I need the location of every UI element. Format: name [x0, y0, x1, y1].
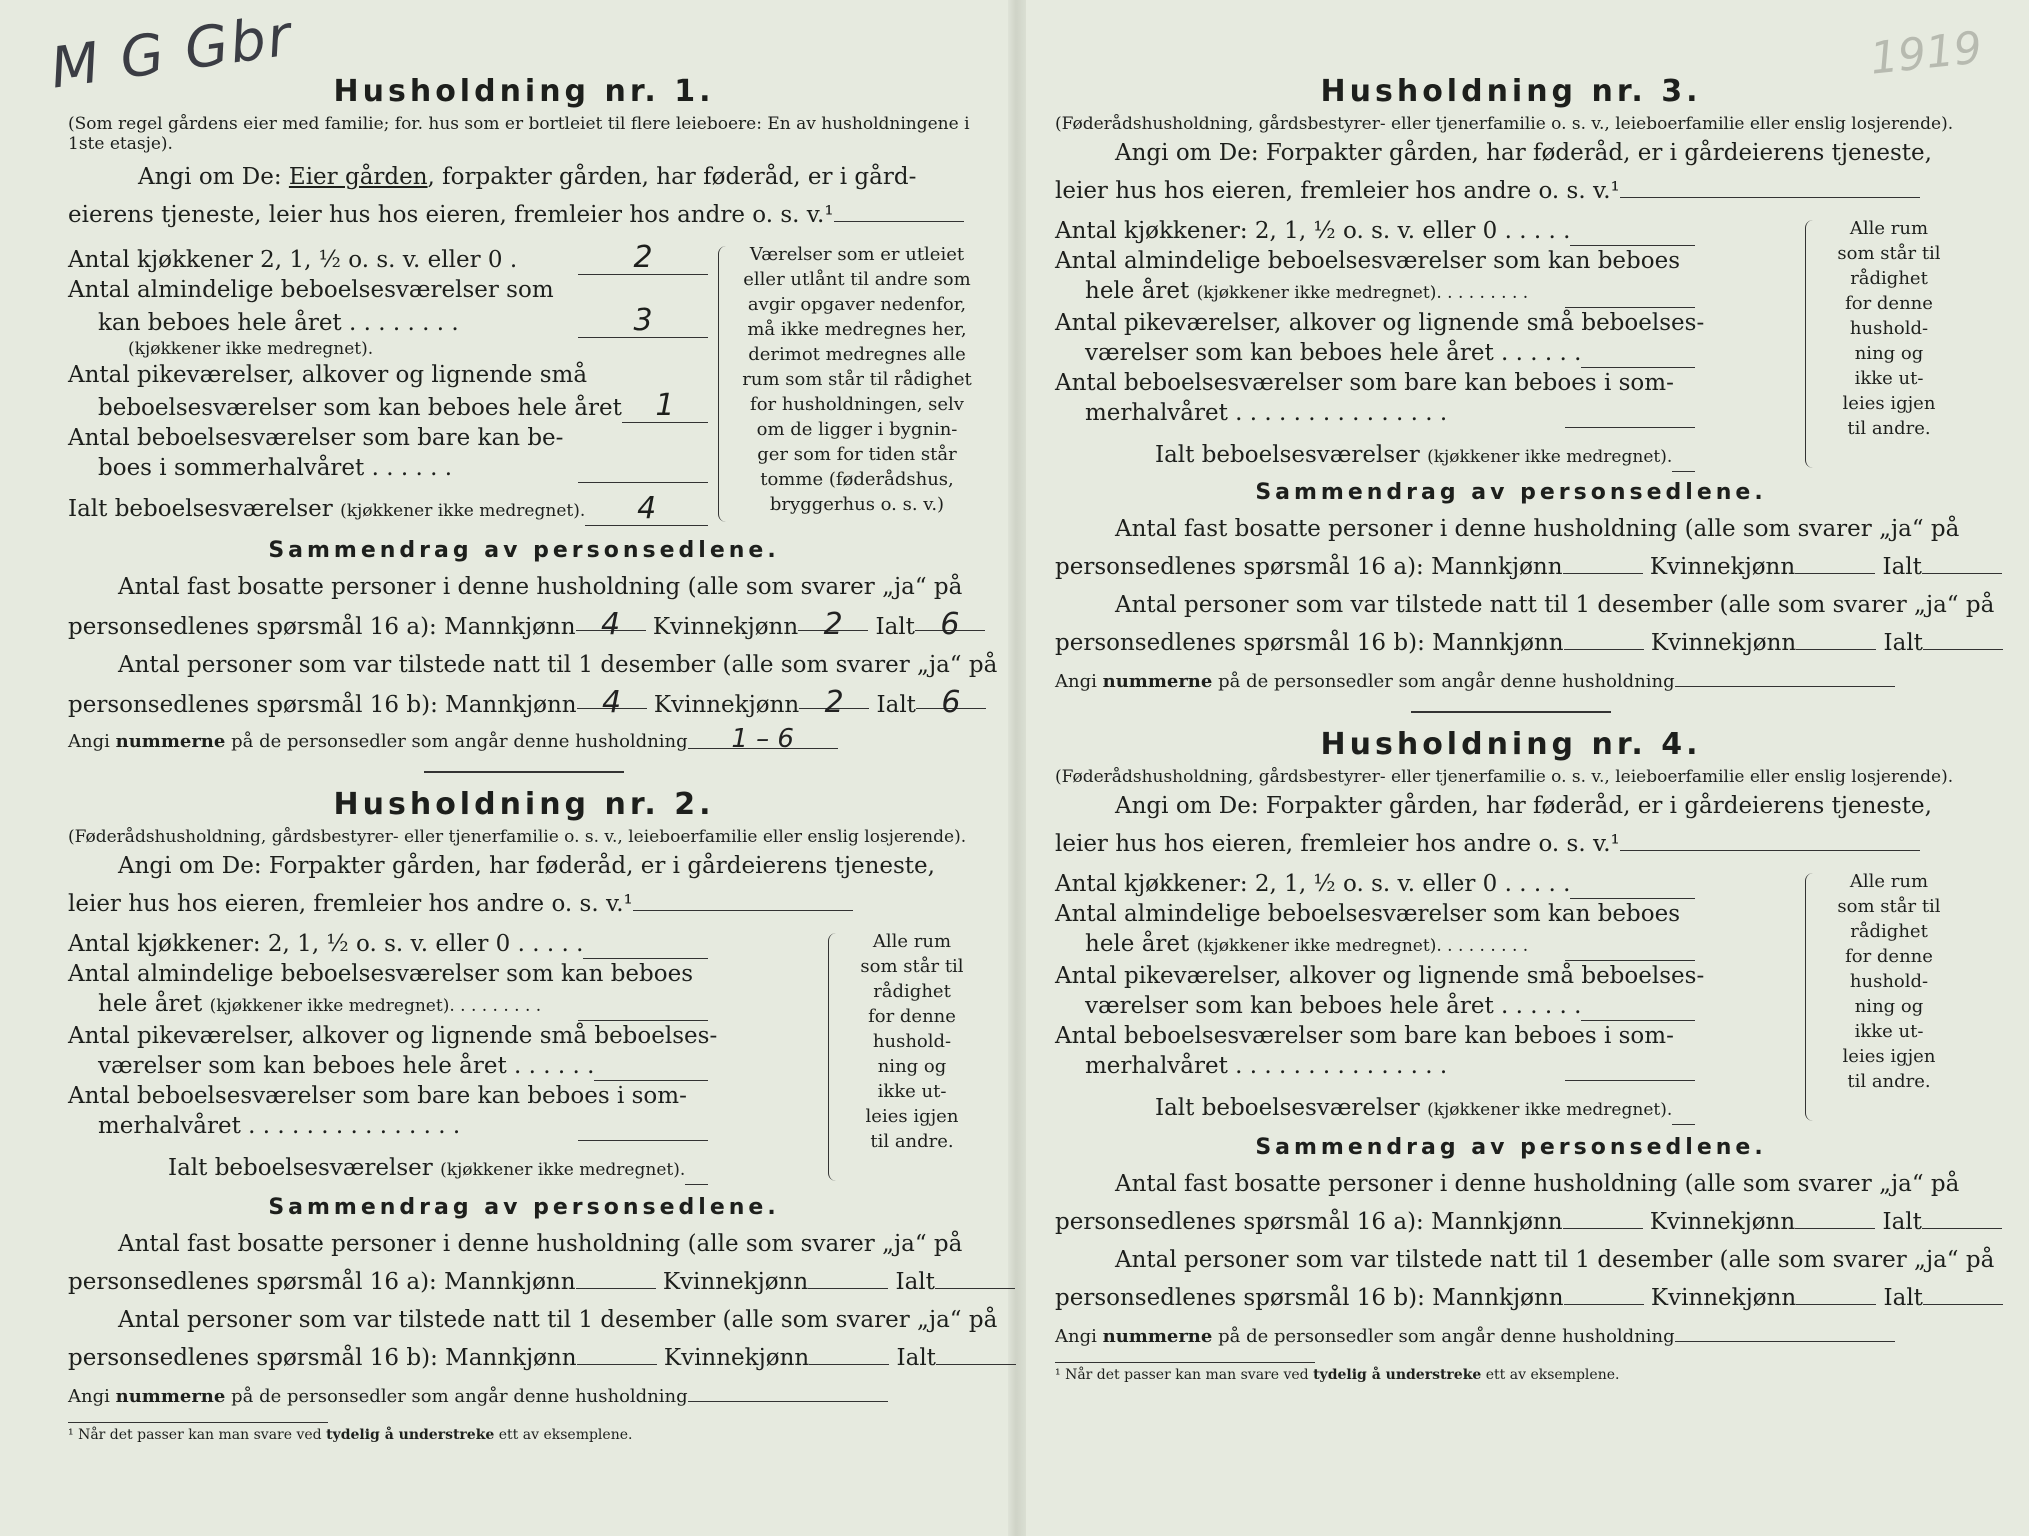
household-4-fast-mann[interactable]: [1563, 1204, 1643, 1229]
household-4-nummer-value[interactable]: [1675, 1317, 1895, 1342]
household-1-tilstede-kvinne[interactable]: 2: [799, 684, 869, 709]
household-2-title: Husholdning nr. 2.: [333, 787, 715, 822]
household-1-side-note: Værelser som er utleiet eller utlånt til andre som avgir opgaver nedenfor, må ikke medregnes her, derimot medregnes alle rum som står til rådighet for husholdningen, selv om de ligger i bygnin- ger som for tiden står tomme (føderådshus, bryggerhus o. s. v.): [718, 242, 972, 526]
household-1-fast-ialt[interactable]: 6: [915, 606, 985, 631]
brace-icon: [1805, 873, 1818, 1121]
household-1-total-row: Ialt beboelsesværelser (kjøkkener ikke medregnet). 4: [68, 493, 708, 526]
household-4-total-value[interactable]: [1672, 1124, 1695, 1125]
household-3-nummer-value[interactable]: [1675, 662, 1895, 687]
household-1-kitchens-value[interactable]: 2: [578, 242, 708, 275]
household-4-note: (Føderådshusholdning, gårdsbestyrer- eller tjenerfamilie o. s. v., leieboerfamilie eller enslig losjerende).: [1055, 767, 1954, 787]
household-3-tilstede-kvinne[interactable]: [1796, 625, 1876, 650]
household-4-title: Husholdning nr. 4.: [1320, 727, 1702, 762]
household-4-tilstede-mann[interactable]: [1564, 1280, 1644, 1305]
household-3-nummer-row: Angi nummerne på de personsedler som angår denne husholdning: [1055, 662, 1967, 697]
household-3-angi-line2: leier hus hos eieren, fremleier hos andre o. s. v.¹: [1055, 172, 1967, 210]
household-1-tilstede-row: personsedlenes spørsmål 16 b): Mannkjønn 4 Kvinnekjønn 2 Ialt 6: [68, 684, 980, 724]
household-4-side-note: Alle rum som står til rådighet for denne hushold- ning og ikke ut- leies igjen til andre.: [1805, 869, 1949, 1125]
household-3-fast-mann[interactable]: [1563, 549, 1643, 574]
household-2: Husholdning nr. 2. (Føderådshusholdning, gårdsbestyrer- eller tjenerfamilie o. s. v., leieboerfamilie eller enslig losjerende). Angi om De: Forpakter gården, har føderåd, er i gårdeierens tjeneste, leier hus hos eieren, fremleier hos andre o. s. v.¹ Antal kjøkkener: 2, 1, ½ o. s. v. eller 0 . . . . . Antal almindelige beboelsesværelser som kan beboes hele året (kjøkkener ikke medregnet). . . . . . . . . Antal pikeværelser, alkover og lignende små beboelses- værelser som kan beboes hele året . . . . . . Antal beboelsesværelser som bare kan beboes i som- merhalvåret . . . . . . . . . . . . . . . Ialt beboelsesværelser (kjøkkener ikke medregnet). Alle rum som står til rådighet for denne hushold- ning og ikke ut- leies igjen til andre. Sammendrag av personsedlene. Antal fast bosatte personer i denne husholdning (alle som svarer „ja“ på personsedlenes spørsmål 16 a): Mannkjønn Kvinnekjønn Ialt Antal personer som var tilstede natt til 1 desember (alle som svarer „ja“ på personsedlenes spørsmål 16 b): Mannkjønn Kvinnekjønn Ialt Angi nummerne på de personsedler som angår denne husholdning ¹ Når det passer kan man svare ved tydelig å understreke ett av eksemplene.: [68, 783, 980, 1443]
household-4-tilstede-ialt[interactable]: [1923, 1280, 2003, 1305]
section-divider: [1411, 711, 1611, 713]
household-1-title: Husholdning nr. 1.: [333, 74, 715, 109]
household-2-summary-title: Sammendrag av personsedlene.: [268, 1195, 780, 1220]
household-4: Husholdning nr. 4. (Føderådshusholdning, gårdsbestyrer- eller tjenerfamilie o. s. v., leieboerfamilie eller enslig losjerende). Angi om De: Forpakter gården, har føderåd, er i gårdeierens tjeneste, leier hus hos eieren, fremleier hos andre o. s. v.¹ Antal kjøkkener: 2, 1, ½ o. s. v. eller 0 . . . . . Antal almindelige beboelsesværelser som kan beboes hele året (kjøkkener ikke medregnet). . . . . . . . . Antal pikeværelser, alkover og lignende små beboelses- værelser som kan beboes hele året . . . . . . Antal beboelsesværelser som bare kan beboes i som- merhalvåret . . . . . . . . . . . . . . . Ialt beboelsesværelser (kjøkkener ikke medregnet). Alle rum som står til rådighet for denne hushold- ning og ikke ut- leies igjen til andre. Sammendrag av personsedlene. Antal fast bosatte personer i denne husholdning (alle som svarer „ja“ på personsedlenes spørsmål 16 a): Mannkjønn Kvinnekjønn Ialt Antal personer som var tilstede natt til 1 desember (alle som svarer „ja“ på personsedlenes spørsmål 16 b): Mannkjønn Kvinnekjønn Ialt Angi nummerne på de personsedler som angår denne husholdning ¹ Når det passer kan man svare ved tydelig å understreke ett av eksemplene.: [1055, 723, 1967, 1383]
household-3-angi-fill[interactable]: [1620, 173, 1920, 198]
household-3-total-value[interactable]: [1672, 471, 1695, 472]
household-2-fast-kvinne[interactable]: [808, 1264, 888, 1289]
household-1-small-rooms-value[interactable]: 1: [622, 390, 708, 423]
household-3-note: (Føderådshusholdning, gårdsbestyrer- eller tjenerfamilie o. s. v., leieboerfamilie eller enslig losjerende).: [1055, 114, 1954, 134]
household-4-fast-ialt[interactable]: [1922, 1204, 2002, 1229]
right-column: [1055, 70, 1995, 1383]
household-1-nummer-row: Angi nummerne på de personsedler som angår denne husholdning 1 – 6: [68, 724, 980, 757]
household-3-fast-kvinne[interactable]: [1795, 549, 1875, 574]
household-4-nummer-row: Angi nummerne på de personsedler som angår denne husholdning: [1055, 1317, 1967, 1352]
household-4-angi-fill[interactable]: [1620, 826, 1920, 851]
household-1-total-value[interactable]: 4: [585, 493, 708, 526]
household-3-tilstede-row: personsedlenes spørsmål 16 b): Mannkjønn Kvinnekjønn Ialt: [1055, 624, 1967, 662]
household-3-tilstede-ialt[interactable]: [1923, 625, 2003, 650]
household-4-fast-row: personsedlenes spørsmål 16 a): Mannkjønn Kvinnekjønn Ialt: [1055, 1203, 1967, 1241]
household-3-fast-ialt[interactable]: [1922, 549, 2002, 574]
household-4-summary-title: Sammendrag av personsedlene.: [1255, 1135, 1767, 1160]
household-2-note: (Føderådshusholdning, gårdsbestyrer- eller tjenerfamilie o. s. v., leieboerfamilie eller enslig losjerende).: [68, 827, 967, 847]
household-1-summary-title: Sammendrag av personsedlene.: [268, 538, 780, 563]
footnote-left: ¹ Når det passer kan man svare ved tydelig å understreke ett av eksemplene.: [68, 1422, 328, 1443]
household-4-fast-kvinne[interactable]: [1795, 1204, 1875, 1229]
household-1-angi-line1: Angi om De: Eier gården, forpakter gården, har føderåd, er i gård-: [138, 164, 917, 190]
footnote-right: ¹ Når det passer kan man svare ved tydelig å understreke ett av eksemplene.: [1055, 1362, 1315, 1383]
household-1-note: (Som regel gårdens eier med familie; for. hus som er bortleiet til flere leieboere: En av husholdningene i 1ste etasje).: [68, 114, 970, 154]
household-1-nummer-value[interactable]: 1 – 6: [688, 724, 838, 749]
brace-icon: [1805, 220, 1818, 468]
household-3-side-note: Alle rum som står til rådighet for denne hushold- ning og ikke ut- leies igjen til andre.: [1805, 216, 1949, 472]
household-1-summer-rooms-row: Antal beboelsesværelser som bare kan be-: [68, 425, 564, 451]
household-2-summer-rooms-value[interactable]: [578, 1140, 708, 1141]
household-1-summer-rooms-value[interactable]: [578, 482, 708, 483]
household-2-tilstede-row: personsedlenes spørsmål 16 b): Mannkjønn Kvinnekjønn Ialt: [68, 1339, 980, 1377]
household-4-tilstede-kvinne[interactable]: [1796, 1280, 1876, 1305]
household-4-tilstede-row: personsedlenes spørsmål 16 b): Mannkjønn Kvinnekjønn Ialt: [1055, 1279, 1967, 1317]
household-2-tilstede-ialt[interactable]: [936, 1340, 1016, 1365]
household-1-kitchens-row: Antal kjøkkener 2, 1, ½ o. s. v. eller 0 . 2: [68, 242, 708, 275]
section-divider: [424, 771, 624, 773]
handwritten-signature-left: M G Gbr: [46, 3, 297, 102]
household-1-rooms: Antal kjøkkener 2, 1, ½ o. s. v. eller 0 . 2 Antal almindelige beboelsesværelser som kan beboes hele året . . . . . . . . 3 (kjøkkener ikke medregnet). Antal pikeværelser, alkover og lignende små beboelsesværelser som kan beboes hele året 1 Antal beboelsesværelser som bare kan be- boes i sommerhalvåret . . . . . . Ialt beboelsesværelser (kjøkkener ikke medregnet). 4 Værelser som er utleiet eller utlånt til andre som avgir opgaver nedenfor, må ikke medregnes her, derimot medregnes alle rum som står til rådighet for husholdningen, selv om de ligger i bygnin- ger som for tiden står tomme (føderådshus, bryggerhus o. s. v.): [68, 240, 972, 526]
household-2-side-note: Alle rum som står til rådighet for denne hushold- ning og ikke ut- leies igjen til andre.: [828, 929, 972, 1185]
household-3-title: Husholdning nr. 3.: [1320, 74, 1702, 109]
household-3-fast-row: personsedlenes spørsmål 16 a): Mannkjønn Kvinnekjønn Ialt: [1055, 548, 1967, 586]
household-3-summary-title: Sammendrag av personsedlene.: [1255, 480, 1767, 505]
household-1-angi-selected: Eier gården: [288, 164, 428, 190]
household-2-angi-line2: leier hus hos eieren, fremleier hos andre o. s. v.¹: [68, 885, 980, 923]
brace-icon: [828, 933, 841, 1181]
household-2-fast-row: personsedlenes spørsmål 16 a): Mannkjønn Kvinnekjønn Ialt: [68, 1263, 980, 1301]
household-1-small-rooms-row: Antal pikeværelser, alkover og lignende små: [68, 362, 588, 388]
household-1-fast-mann[interactable]: 4: [576, 606, 646, 631]
household-2-angi-fill[interactable]: [633, 886, 853, 911]
household-1-ordinary-rooms-row: Antal almindelige beboelsesværelser som: [68, 277, 554, 303]
household-3: Husholdning nr. 3. (Føderådshusholdning, gårdsbestyrer- eller tjenerfamilie o. s. v., leieboerfamilie eller enslig losjerende). Angi om De: Forpakter gården, har føderåd, er i gårdeierens tjeneste, leier hus hos eieren, fremleier hos andre o. s. v.¹ Antal kjøkkener: 2, 1, ½ o. s. v. eller 0 . . . . . Antal almindelige beboelsesværelser som kan beboes hele året (kjøkkener ikke medregnet). . . . . . . . . Antal pikeværelser, alkover og lignende små beboelses- værelser som kan beboes hele året . . . . . . Antal beboelsesværelser som bare kan beboes i som- merhalvåret . . . . . . . . . . . . . . . Ialt beboelsesværelser (kjøkkener ikke medregnet). Alle rum som står til rådighet for denne hushold- ning og ikke ut- leies igjen til andre. Sammendrag av personsedlene. Antal fast bosatte personer i denne husholdning (alle som svarer „ja“ på personsedlenes spørsmål 16 a): Mannkjønn Kvinnekjønn Ialt Antal personer som var tilstede natt til 1 desember (alle som svarer „ja“ på personsedlenes spørsmål 16 b): Mannkjønn Kvinnekjønn Ialt Angi nummerne på de personsedler som angår denne husholdning: [1055, 70, 1967, 697]
household-2-nummer-value[interactable]: [688, 1377, 888, 1402]
household-3-rooms: Antal kjøkkener: 2, 1, ½ o. s. v. eller 0 . . . . . Antal almindelige beboelsesværelser som kan beboes hele året (kjøkkener ikke medregnet). . . . . . . . . Antal pikeværelser, alkover og lignende små beboelses- værelser som kan beboes hele året . . . . . . Antal beboelsesværelser som bare kan beboes i som- merhalvåret . . . . . . . . . . . . . . . Ialt beboelsesværelser (kjøkkener ikke medregnet). Alle rum som står til rådighet for denne hushold- ning og ikke ut- leies igjen til andre.: [1055, 216, 1967, 472]
household-2-tilstede-kvinne[interactable]: [809, 1340, 889, 1365]
left-column: [68, 70, 998, 1443]
household-1: Husholdning nr. 1. (Som regel gårdens eier med familie; for. hus som er bortleiet til flere leieboere: En av husholdningene i 1ste etasje). Angi om De: Eier gården, forpakter gården, har føderåd, er i gård- eierens tjeneste, leier hus hos eieren, fremleier hos andre o. s. v.¹ Antal kjøkkener 2, 1, ½ o. s. v. eller 0 . 2 Antal almindelige beboelsesværelser som kan beboes hele året . . . . . . . . 3 (kjøkkener ikke medregnet). Antal pikeværelser, alkover og lignende små beboelsesværelser som kan beboes hele året 1 Antal beboelsesværelser som bare kan be- boes i sommerhalvåret . . . . . . Ialt beboelsesværelser (kjøkkener ikke medregnet). 4 Værelser som er utleiet eller utlånt til andre som avgir opgaver nedenfor, må ikke medregnes her, derimot medregnes alle rum som står til rådighet for husholdningen, selv om de ligger i bygnin- ger som for tiden står tomme (føderådshus, bryggerhus o. s. v.) Sammendrag av personsedlene. Antal fast bosatte personer i denne husholdning (alle som svarer „ja“ på personsedlenes spørsmål 16 a): Mannkjønn 4 Kvinnekjønn 2 Ialt 6 Antal personer som var tilstede natt til 1 desember (alle som svarer „ja“ på personsedlenes spørsmål 16 b): Mannkjønn 4 Kvinnekjønn 2 Ialt 6 Angi nummerne på de personsedler som angår denne husholdning 1 – 6: [68, 70, 980, 757]
household-2-nummer-row: Angi nummerne på de personsedler som angår denne husholdning: [68, 1377, 980, 1412]
household-3-tilstede-mann[interactable]: [1564, 625, 1644, 650]
brace-icon: [718, 246, 731, 522]
household-1-angi-fill[interactable]: [834, 197, 964, 222]
handwritten-mark-right: 1919: [1867, 22, 1985, 85]
household-2-fast-ialt[interactable]: [935, 1264, 1015, 1289]
page-gutter: [1008, 0, 1026, 1536]
household-1-fast-kvinne[interactable]: 2: [798, 606, 868, 631]
household-1-ordinary-rooms-value[interactable]: 3: [578, 305, 708, 338]
household-1-angi-line2: eierens tjeneste, leier hus hos eieren, fremleier hos andre o. s. v.¹: [68, 196, 980, 234]
household-3-summer-rooms-value[interactable]: [1565, 427, 1695, 428]
household-4-summer-rooms-value[interactable]: [1565, 1080, 1695, 1081]
household-2-fast-mann[interactable]: [576, 1264, 656, 1289]
household-1-fast-row: personsedlenes spørsmål 16 a): Mannkjønn 4 Kvinnekjønn 2 Ialt 6: [68, 606, 980, 646]
household-1-tilstede-ialt[interactable]: 6: [916, 684, 986, 709]
household-4-rooms: Antal kjøkkener: 2, 1, ½ o. s. v. eller 0 . . . . . Antal almindelige beboelsesværelser som kan beboes hele året (kjøkkener ikke medregnet). . . . . . . . . Antal pikeværelser, alkover og lignende små beboelses- værelser som kan beboes hele året . . . . . . Antal beboelsesværelser som bare kan beboes i som- merhalvåret . . . . . . . . . . . . . . . Ialt beboelsesværelser (kjøkkener ikke medregnet). Alle rum som står til rådighet for denne hushold- ning og ikke ut- leies igjen til andre.: [1055, 869, 1967, 1125]
household-1-tilstede-mann[interactable]: 4: [577, 684, 647, 709]
household-2-rooms: Antal kjøkkener: 2, 1, ½ o. s. v. eller 0 . . . . . Antal almindelige beboelsesværelser som kan beboes hele året (kjøkkener ikke medregnet). . . . . . . . . Antal pikeværelser, alkover og lignende små beboelses- værelser som kan beboes hele året . . . . . . Antal beboelsesværelser som bare kan beboes i som- merhalvåret . . . . . . . . . . . . . . . Ialt beboelsesværelser (kjøkkener ikke medregnet). Alle rum som står til rådighet for denne hushold- ning og ikke ut- leies igjen til andre.: [68, 929, 980, 1185]
household-2-tilstede-mann[interactable]: [577, 1340, 657, 1365]
household-4-angi-line2: leier hus hos eieren, fremleier hos andre o. s. v.¹: [1055, 825, 1967, 863]
household-2-total-value[interactable]: [685, 1184, 708, 1185]
